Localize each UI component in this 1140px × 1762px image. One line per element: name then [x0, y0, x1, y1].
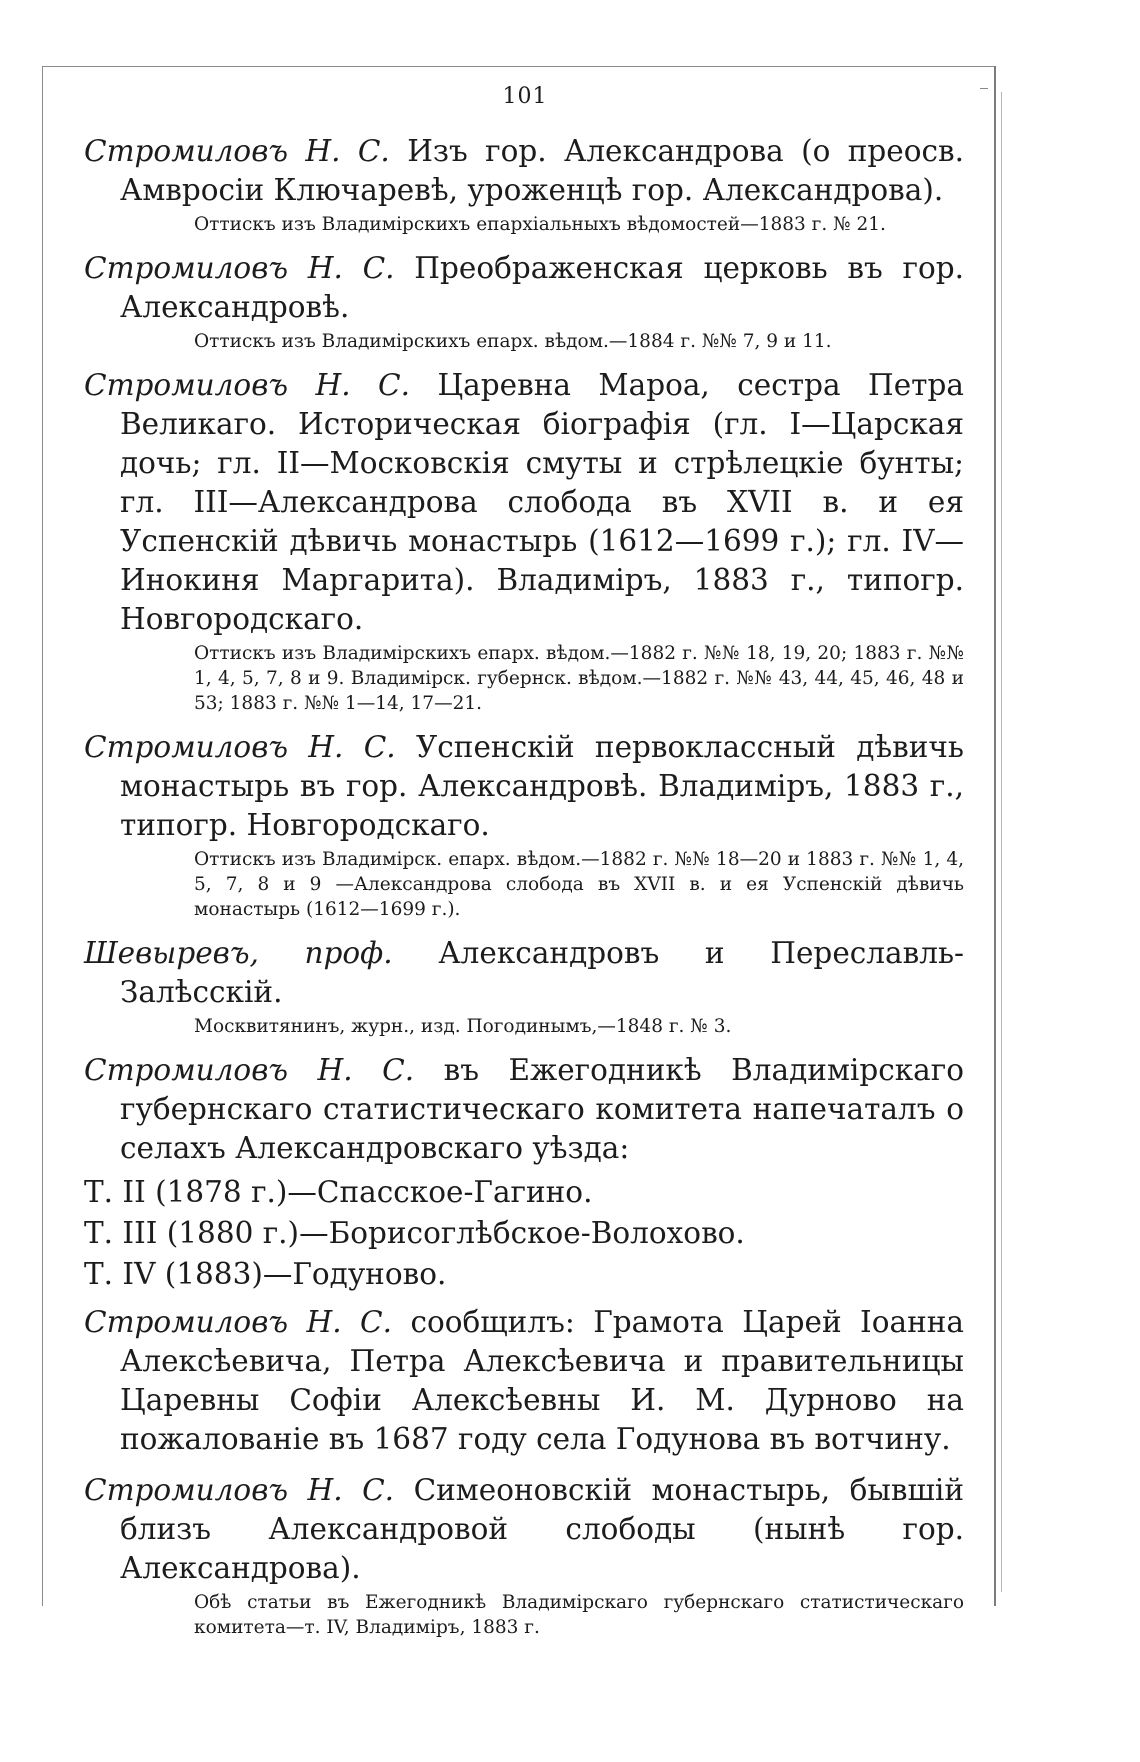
entry-note: Оттискъ изъ Владимiрскихъ епарх. вѣдом.—1882 г. №№ 18, 19, 20; 1883 г. №№ 1, 4, 5, 7, 8 и 9. Владимiрск. губернск. вѣдом.—1882 г. №№ 43, 44, 45, 46, 48 и 53; 1883 г. №№ 1—14, 17—21. — [194, 643, 964, 714]
entry-text — [84, 934, 964, 1012]
entry-text — [84, 1051, 964, 1168]
page-left-edge — [42, 66, 43, 1606]
bibliography-entry — [84, 249, 964, 354]
entry-note: Москвитянинъ, журн., изд. Погодинымъ,—1848 г. № 3. — [194, 1016, 732, 1037]
page-right-edge — [994, 66, 996, 1606]
entry-text — [84, 366, 964, 639]
entry-author: Шевыревъ, проф. — [84, 936, 393, 970]
page-number: 101 — [502, 84, 548, 109]
bibliography-entry — [84, 934, 964, 1039]
entry-text — [84, 132, 964, 210]
entry-author: Стромиловъ Н. С. — [84, 730, 396, 764]
entry-note: Оттискъ изъ Владимiрскихъ епарх. вѣдом.—1884 г. №№ 7, 9 и 11. — [194, 331, 832, 352]
bibliography-entry — [84, 132, 964, 237]
entry-title: Успенскiй первоклассный дѣвичь монастырь въ гор. Александровѣ. Владимiръ, 1883 г., типогр. Новгородскаго. — [120, 730, 964, 842]
bibliography-entry — [84, 1303, 964, 1459]
entry-author: Стромиловъ Н. С. — [84, 251, 395, 285]
bibliography-entry — [84, 1471, 964, 1640]
entry-author: Стромиловъ Н. С. — [84, 368, 410, 402]
volume-item: Т. IV (1883)—Годуново. — [84, 1257, 447, 1291]
entry-title: Изъ гор. Александрова (о преосв. Амвросiи Ключаревѣ, уроженцѣ гор. Александрова). — [120, 134, 964, 207]
entry-author: Стромиловъ Н. С. — [84, 134, 390, 168]
volume-item: Т. II (1878 г.)—Спасское-Гагино. — [84, 1175, 593, 1209]
entry-text — [84, 1303, 964, 1459]
entry-title: Преображенская церковь въ гор. Александровѣ. — [120, 251, 964, 324]
entry-title: сообщилъ: Грамота Царей Iоанна Алексѣевича, Петра Алексѣевича и правительницы Царевны Софiи Алексѣевны И. М. Дурново на пожалованiе въ 1687 году села Годунова въ вотчину. — [120, 1305, 964, 1456]
entry-note: Оттискъ изъ Владимiрск. епарх. вѣдом.—1882 г. №№ 18—20 и 1883 г. №№ 1, 4, 5, 7, 8 и 9 —Александрова слобода въ XVII в. и ея Успенскiй дѣвичь монастырь (1612—1699 г.). — [194, 849, 964, 920]
entry-note: Обѣ статьи въ Ежегодникѣ Владимiрскаго губернскаго статистическаго комитета—т. IV, Владимiръ, 1883 г. — [194, 1592, 964, 1638]
bibliography-entry — [84, 728, 964, 922]
entry-note: Оттискъ изъ Владимiрскихъ епархiальныхъ вѣдомостей—1883 г. № 21. — [194, 214, 886, 235]
entry-title: Царевна Мароа, сестра Петра Великаго. Историческая бiографiя (гл. I—Царская дочь; гл. II—Московскiя смуты и стрѣлецкiе бунты; гл. III—Александрова слобода въ XVII в. и ея Успенскiй дѣвичь монастырь (1612—1699 г.); гл. IV—Инокиня Маргарита). Владимiръ, 1883 г., типогр. Новгородскаго. — [120, 368, 964, 636]
entry-title: въ Ежегодникѣ Владимiрскаго губернскаго статистическаго комитета напечаталъ о селахъ Александровскаго уѣзда: — [120, 1053, 964, 1165]
entry-author: Стромиловъ Н. С. — [84, 1305, 392, 1339]
bibliography-entry — [84, 1051, 964, 1168]
entry-text — [84, 728, 964, 845]
volume-item: Т. III (1880 г.)—Борисоглѣбское-Волохово. — [84, 1216, 745, 1250]
entry-author: Стромиловъ Н. С. — [84, 1053, 415, 1087]
entry-author: Стромиловъ Н. С. — [84, 1473, 395, 1507]
page-top-edge — [42, 66, 995, 67]
volume-list — [84, 1172, 964, 1295]
entry-title: Симеоновскiй монастырь, бывшiй близъ Александровой слободы (нынѣ гор. Александрова). — [120, 1473, 964, 1585]
bibliography-list — [84, 132, 964, 1652]
bibliography-entry — [84, 366, 964, 716]
entry-text — [84, 1471, 964, 1588]
page-right-edge-inner — [1001, 92, 1002, 1592]
entry-title: Александровъ и Переславль-Залѣсскiй. — [120, 936, 964, 1009]
entry-text — [84, 249, 964, 327]
